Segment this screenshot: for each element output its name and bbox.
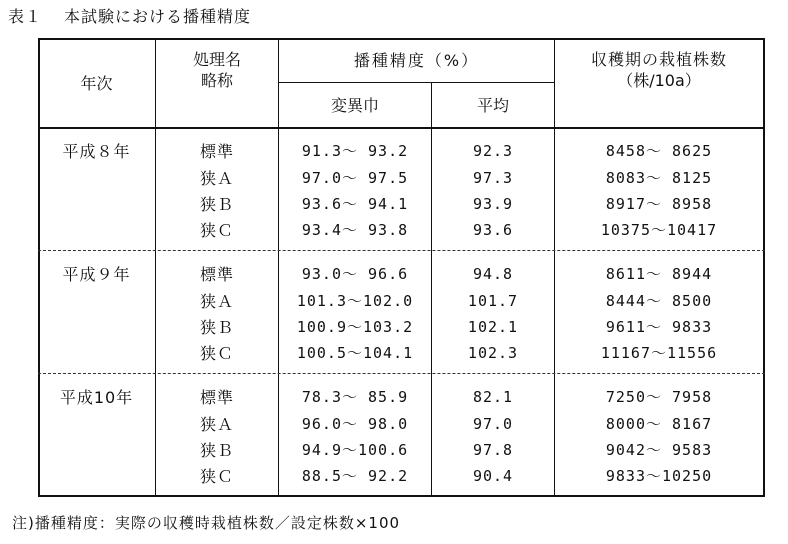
range-value: 97.0～ 97.5	[301, 169, 409, 187]
header-plant-density: 収穫期の栽植株数	[590, 50, 727, 69]
density-value: 8000～ 8167	[605, 415, 713, 433]
treatment-name: 標準	[199, 142, 234, 161]
year-label: 平成９年	[62, 265, 131, 284]
header-treatment-abbr: 略称	[200, 71, 233, 90]
average-value: 97.0	[472, 415, 514, 433]
range-value: 78.3～ 85.9	[301, 388, 409, 406]
density-value: 8917～ 8958	[605, 195, 713, 213]
range-value: 88.5～ 92.2	[301, 467, 409, 485]
table-title: 本試験における播種精度	[64, 7, 252, 26]
range-value: 93.6～ 94.1	[301, 195, 409, 213]
year-label: 平成10年	[59, 388, 134, 407]
density-value: 8083～ 8125	[605, 169, 713, 187]
treatment-name: 狭Ｂ	[199, 318, 234, 337]
treatment-name: 狭Ｂ	[199, 441, 234, 460]
treatment-name: 狭Ｃ	[199, 344, 234, 363]
treatment-name: 狭Ｃ	[199, 467, 234, 486]
density-value: 9042～ 9583	[605, 441, 713, 459]
accuracy-subheader-rule	[278, 82, 554, 83]
average-value: 92.3	[472, 142, 514, 160]
average-value: 93.6	[472, 221, 514, 239]
density-value: 8611～ 8944	[605, 265, 713, 283]
table-border-top	[38, 38, 765, 40]
treatment-name: 狭Ａ	[199, 415, 234, 434]
header-average: 平均	[476, 96, 509, 115]
group-separator-1	[38, 250, 765, 251]
range-value: 93.0～ 96.6	[301, 265, 409, 283]
header-range: 変異巾	[330, 96, 379, 115]
range-value: 91.3～ 93.2	[301, 142, 409, 160]
range-value: 96.0～ 98.0	[301, 415, 409, 433]
treatment-name: 狭Ａ	[199, 169, 234, 188]
header-seeding-accuracy: 播種精度（%）	[353, 51, 480, 70]
header-plant-density-unit: （株/10a）	[617, 71, 701, 90]
table-border-bottom	[38, 495, 765, 497]
table-footnote: 注)播種精度：実際の収穫時栽植株数／設定株数×100	[12, 514, 401, 532]
average-value: 90.4	[472, 467, 514, 485]
density-value: 9833～10250	[605, 467, 713, 485]
density-value: 8458～ 8625	[605, 142, 713, 160]
range-value: 94.9～100.6	[301, 441, 409, 459]
header-year: 年次	[80, 74, 113, 93]
range-value: 100.5～104.1	[296, 344, 414, 362]
density-value: 11167～11556	[600, 344, 718, 362]
average-value: 102.1	[467, 318, 519, 336]
average-value: 93.9	[472, 195, 514, 213]
average-value: 102.3	[467, 344, 519, 362]
header-treatment-name: 処理名	[192, 50, 241, 69]
treatment-name: 狭Ｂ	[199, 195, 234, 214]
average-value: 94.8	[472, 265, 514, 283]
average-value: 101.7	[467, 292, 519, 310]
average-value: 97.3	[472, 169, 514, 187]
density-value: 10375～10417	[600, 221, 718, 239]
average-value: 97.8	[472, 441, 514, 459]
density-value: 7250～ 7958	[605, 388, 713, 406]
table-number: 表１	[8, 7, 43, 26]
header-bottom-rule	[38, 127, 765, 129]
density-value: 8444～ 8500	[605, 292, 713, 310]
density-value: 9611～ 9833	[605, 318, 713, 336]
group-separator-2	[38, 373, 765, 374]
seeding-accuracy-table	[38, 38, 765, 497]
treatment-name: 標準	[199, 388, 234, 407]
range-value: 100.9～103.2	[296, 318, 414, 336]
table-border-right	[763, 38, 765, 497]
range-value: 93.4～ 93.8	[301, 221, 409, 239]
range-value: 101.3～102.0	[296, 292, 414, 310]
year-label: 平成８年	[62, 142, 131, 161]
treatment-name: 狭Ｃ	[199, 221, 234, 240]
average-value: 82.1	[472, 388, 514, 406]
table-caption	[8, 4, 251, 27]
treatment-name: 狭Ａ	[199, 292, 234, 311]
treatment-name: 標準	[199, 265, 234, 284]
